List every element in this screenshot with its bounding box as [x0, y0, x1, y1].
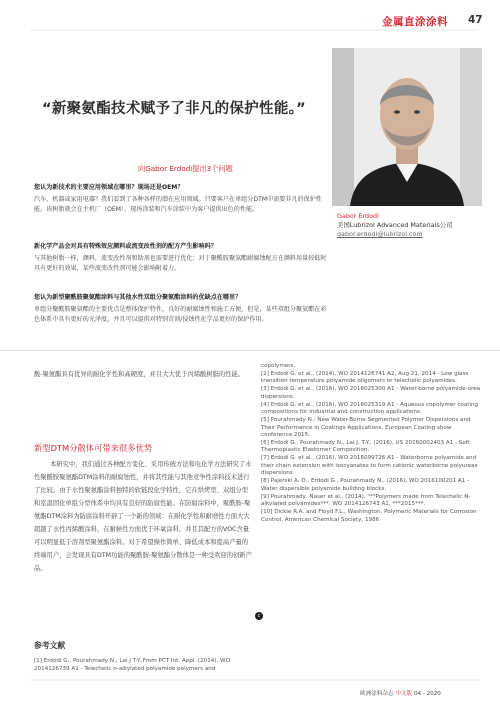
- section-title: 金属直涂涂料: [382, 16, 448, 28]
- reference-item: [9] Pourahmady, Naser et al., (2014), "**Polymers made from Telechelic N-alkylated polyamides***, WO 2014126743 A1, ***2015***.: [261, 493, 471, 508]
- qa-question: 您认为新型聚酰胺聚氨酯涂料与其他水性双组分聚氨酯涂料的优缺点在哪里？: [34, 294, 242, 301]
- reference-item: [7] Erdodi G. et al., (2016), WO 2016099726 A1 - Waterborne polyamide and their chain extension with isocyanates to form cationic waterborne polyureas dispersions.: [261, 455, 478, 477]
- photo-caption: [337, 212, 487, 239]
- reference-item: copolymers.: [261, 363, 296, 369]
- qa-item: [34, 183, 327, 215]
- qa-question: 新化学产品会对具有特殊效应颜料或流变改性剂的配方产生影响吗？: [34, 243, 217, 250]
- reference-item: [5] Pourahmady N.: New Water-Borne Segmented Polymer Dispersions and Their Performance in Coatings Applications, European Coating show conference 2015.: [261, 416, 471, 439]
- qa-answer: 单组分聚酰胺聚氨酯的主要优点是整体保护特性，良好的耐腐蚀性和施工方便，但是，某些双组分聚氨酯在彩色体系中具有更好的光泽度，并且可以提供对特别苛刻/侵蚀性化学品更好的保护作用。: [34, 306, 327, 323]
- qa-title: 向Gabor Erdodi提出3个问题: [138, 164, 233, 173]
- footer-magazine: 欧洲涂料杂志: [360, 691, 394, 697]
- section-heading: 新型DTM分散体可带来很多优势: [34, 443, 153, 453]
- page-number: 47: [468, 14, 483, 26]
- references-title: 参考文献: [34, 641, 66, 650]
- body-intro: 酸-聚氨酯具有优异的耐化学性和高硬度，并且大大优于丙烯酸树脂的性能。: [34, 371, 245, 378]
- caption-email-link[interactable]: gabor.erdodi@lubrizol.com: [337, 230, 423, 238]
- reference-item: [2] Erdodi G. et al., (2014), WO 2014126741 A2, Aug 21, 2014 - Low glass transition temperature polyamide oligomers or telechelic polyamides.: [261, 370, 469, 385]
- person-portrait-image: [332, 48, 482, 206]
- qa-item: [34, 293, 327, 325]
- end-mark-icon: c: [255, 612, 263, 620]
- reference-item: [10] Dickie R.A. and Floyd F.L., Washington, Polymeric Materials for Corrosion Control, American Chemical Society, 1986: [261, 508, 477, 523]
- qa-item: [34, 242, 327, 274]
- page-footer: [360, 689, 441, 697]
- body-main: 本研究中，我们通过各种配方变化、采用传统方法和电化学方法研究了水性聚酰胺聚氨酯DTM涂料的耐腐蚀性，并将其性能与其他竞争性涂料技术进行了比较。由于水性聚氨酯涂料独特的软链段化学特性，它在烘烤型、双组分型和室温固化单组分型体系中均具有良好的防腐性能。在防腐涂料中，聚酰胺-聚氨酯DTM涂料为防腐涂料开辟了一个新的领域：在耐化学性和耐磨性方面大大超越了水性丙烯酸涂料，在耐候性方面优于环氧涂料，并且其配方的VOC含量可以明显低于溶剂型聚氨酯涂料。对于希望操作简单、降低成本和提高产量的终端用户，会发现具有DTM功能的聚酰胺-聚氨酯分散体是一种受欢迎的创新产品。: [34, 461, 252, 572]
- reference-item: [6] Erdodi G., Pourahmady N., Lai J. T-Y., (2016), US 20160002403 A1 - Soft Thermoplastic Elastomer Composition.: [261, 439, 470, 454]
- reference-item-first: [1] Erdodi G., Pourahmady N., Lai J T-Y.,From PCT Int. Appl. (2014), WO 2014126739 A1 - Telechelic n-alkylated polyamide polymers and: [34, 658, 230, 672]
- reference-item: [8] Pajerski A. D., Erdodi G., Pourahmady N., (2016), WO 2016100201 A1 - Water dispersible polyamide building blocks.: [261, 478, 470, 492]
- portrait-photo: [332, 48, 482, 206]
- qa-answer: 汽车、机器或家用电器？我们看到了各种各样的潜在应用领域。只要客户在单组分DTM中需要非凡的保护性能，该树脂就会在主机厂（OEM）、现场涂装和汽车涂装中为客户提供出色的性能。: [34, 196, 322, 213]
- qa-question: 您认为新技术的主要应用领域在哪里？现场还是OEM？: [34, 184, 184, 191]
- footer-edition: 中文版: [395, 691, 413, 697]
- reference-item: [3] Erdodi G. et al., (2016), WO 2016025300 A1 - Water-borne polyamide-urea dispersions.: [261, 386, 481, 400]
- qa-answer: 与其他树脂一样，颜料，流变改性剂和助剂也需要进行优化：对于聚酰胺聚氨酯耐腐蚀配方在颜料用量较低时具有更好的效果，某些流变改性剂可能会影响附着力。: [34, 255, 327, 272]
- references-right-column: [261, 363, 481, 524]
- footer-issue: 04 - 2020: [413, 691, 441, 697]
- caption-company: 美国Lubrizol Advanced Materials公司: [337, 221, 453, 229]
- caption-name: Gabor Erdodi: [337, 212, 379, 220]
- pull-quote: “新聚氨酯技术赋予了非凡的保护性能。”: [42, 101, 307, 117]
- reference-item: [4] Erdodi G. et al., (2016), WO 2016025319 A1 - Aqueous copolymer coating compositions for industrial and construction applications.: [261, 401, 479, 416]
- section-divider: [0, 350, 500, 351]
